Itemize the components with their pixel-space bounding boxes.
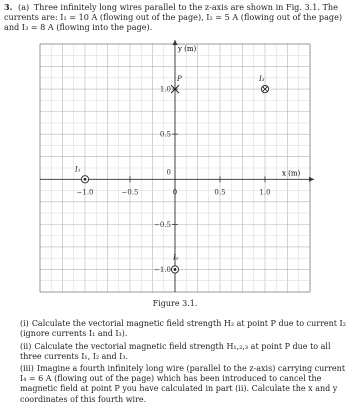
subquestion-ii bbox=[20, 342, 346, 362]
x-tick-label: 1.0 bbox=[259, 188, 271, 197]
x-axis-arrow bbox=[309, 177, 314, 182]
y-axis-label: y (m) bbox=[178, 45, 197, 53]
y-tick-label: 0.5 bbox=[159, 130, 171, 139]
question-number: 3. bbox=[4, 2, 13, 12]
x-tick-label: 0 bbox=[172, 188, 178, 197]
subquestion-iii bbox=[20, 364, 346, 405]
y-tick-label: −0.5 bbox=[154, 220, 171, 229]
x-axis-label: x (m) bbox=[282, 169, 301, 178]
wire-markers bbox=[74, 75, 269, 273]
question-part: (a) bbox=[18, 2, 30, 12]
marker-label: I₁ bbox=[75, 165, 81, 174]
marker-label: I₃ bbox=[259, 75, 265, 84]
marker-label: I₂ bbox=[173, 253, 179, 262]
x-tick-label: 0.5 bbox=[214, 188, 226, 197]
x-tick-label: −1.0 bbox=[76, 188, 94, 197]
question-text: Three infinitely long wires parallel to the z-axis are shown in Fig. 3.1. The currents are: I₁ = 10 A (flowing out of the page), I₂ = 5 A (flowing out of the page) and I₃ = 8 A (flowing into the page). bbox=[4, 2, 343, 33]
subquestion-number: (i) bbox=[20, 319, 29, 328]
marker-label: P bbox=[177, 75, 182, 84]
current-dot bbox=[84, 178, 87, 181]
tick-labels bbox=[77, 86, 271, 274]
subquestion-number: (iii) bbox=[20, 364, 34, 373]
y-tick-label: 0 bbox=[166, 168, 171, 177]
subquestion-number: (ii) bbox=[20, 342, 32, 351]
y-tick-label: −1.0 bbox=[154, 265, 171, 274]
subquestion-text: Imagine a fourth infinitely long wire (parallel to the z-axis) carrying current I₄ = 6 A (flowing out of the page) which has been introduced to cancel the magnetic field at point P you have calculated in part (ii). Calculate the x and y coordinates of this fourth wire. bbox=[20, 364, 346, 404]
current-dot bbox=[174, 268, 177, 271]
subquestion-text: Calculate the vectorial magnetic field strength H₁,₂,₃ at point P due to all three currents I₁, I₂ and I₃. bbox=[20, 342, 331, 362]
y-axis-arrow bbox=[173, 40, 178, 45]
x-tick-label: −0.5 bbox=[121, 188, 139, 197]
figure-caption: Figure 3.1. bbox=[152, 299, 198, 308]
y-tick-label: 1.0 bbox=[159, 85, 171, 94]
subquestion-i bbox=[20, 319, 346, 339]
subquestion-text: Calculate the vectorial magnetic field strength H₂ at point P due to current I₂ (ignore currents I₁ and I₃). bbox=[20, 319, 346, 339]
